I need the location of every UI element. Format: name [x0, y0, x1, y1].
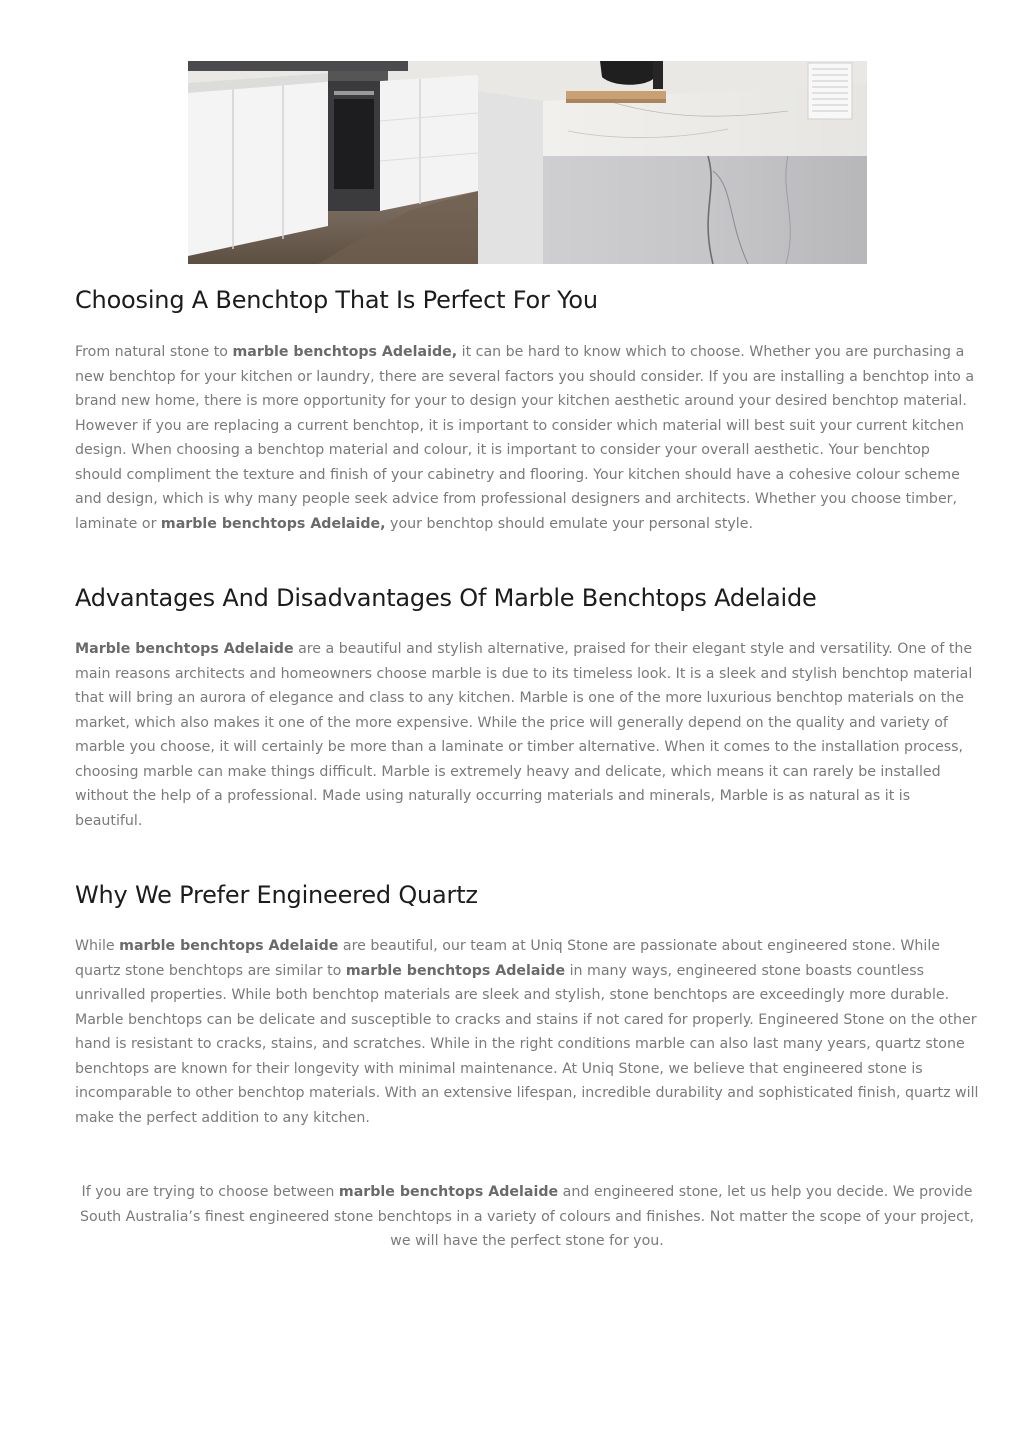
bold-keyword: marble benchtops Adelaide [345, 962, 566, 979]
paragraph-text: in many ways, engineered stone boasts countless unrivalled properties. While both benchtop materials are sleek and stylish, stone benchtops are exceedingly more durable. Marble benchtops can be delicate and susceptible to cracks and stains if not cared for properly. Engineered Stone on the other hand is resistant to cracks, stains, and scratches. While in the right conditions marble can also last many years, quartz stone benchtops are known for their longevity with minimal maintenance. At Uniq Stone, we believe that engineered stone is incomparable to other benchtop materials. With an extensive lifespan, incredible durability and sophisticated finish, quartz will make the perfect addition to any kitchen. [75, 962, 979, 1126]
section-paragraph [75, 340, 979, 536]
bold-keyword: Marble benchtops Adelaide [75, 641, 294, 657]
hero-image [188, 61, 867, 264]
bold-keyword: marble benchtops Adelaide [338, 1184, 559, 1200]
paragraph-text: are beautiful, our team at Uniq Stone are passionate about engineered stone. While quartz stone benchtops are similar to [75, 938, 941, 979]
paragraph-text: and engineered stone, let us help you decide. We provide South Australia’s finest engineered stone benchtops in a variety of colours and finishes. Not matter the scope of your project, we will have the perfect stone for you. [79, 1184, 975, 1249]
section-heading: Choosing A Benchtop That Is Perfect For You [75, 286, 598, 314]
bold-keyword: marble benchtops Adelaide, [160, 515, 386, 532]
bold-keyword: marble benchtops Adelaide, [232, 344, 458, 360]
section-heading: Advantages And Disadvantages Of Marble Benchtops Adelaide [75, 584, 817, 612]
closing-paragraph [75, 1180, 979, 1254]
paragraph-text: it can be hard to know which to choose. Whether you are purchasing a new benchtop for your kitchen or laundry, there are several factors you should consider. If you are installing a benchtop into a brand new home, there is more opportunity for your to design your kitchen aesthetic around your desired benchtop material. However if you are replacing a current benchtop, it is important to consider which material will best suit your current kitchen design. When choosing a benchtop material and colour, it is important to consider your overall aesthetic. Your benchtop should compliment the texture and finish of your cabinetry and flooring. Your kitchen should have a cohesive colour scheme and design, which is why many people seek advice from professional designers and architects. Whether you choose timber, laminate or [75, 344, 975, 532]
paragraph-text: are a beautiful and stylish alternative, praised for their elegant style and versatility. One of the main reasons architects and homeowners choose marble is due to its timeless look. It is a sleek and stylish benchtop material that will bring an aurora of elegance and class to any kitchen. Marble is one of the more luxurious benchtop materials on the market, which also makes it one of the more expensive. While the price will generally depend on the quality and variety of marble you choose, it will certainly be more than a laminate or timber alternative. When it comes to the installation process, choosing marble can make things difficult. Marble is extremely heavy and delicate, which means it can rarely be installed without the help of a professional. Made using naturally occurring materials and minerals, Marble is as natural as it is beautiful. [75, 641, 973, 829]
bold-keyword: marble benchtops Adelaide [119, 938, 339, 954]
kitchen-benchtop-photo-icon [188, 61, 867, 264]
paragraph-text: From natural stone to [75, 344, 233, 360]
paragraph-text: While [75, 938, 120, 954]
section-paragraph [75, 637, 979, 833]
paragraph-text: your benchtop should emulate your personal style. [385, 515, 753, 532]
paragraph-text: If you are trying to choose between [81, 1184, 339, 1200]
section-paragraph [75, 934, 979, 1130]
section-heading: Why We Prefer Engineered Quartz [75, 881, 478, 909]
